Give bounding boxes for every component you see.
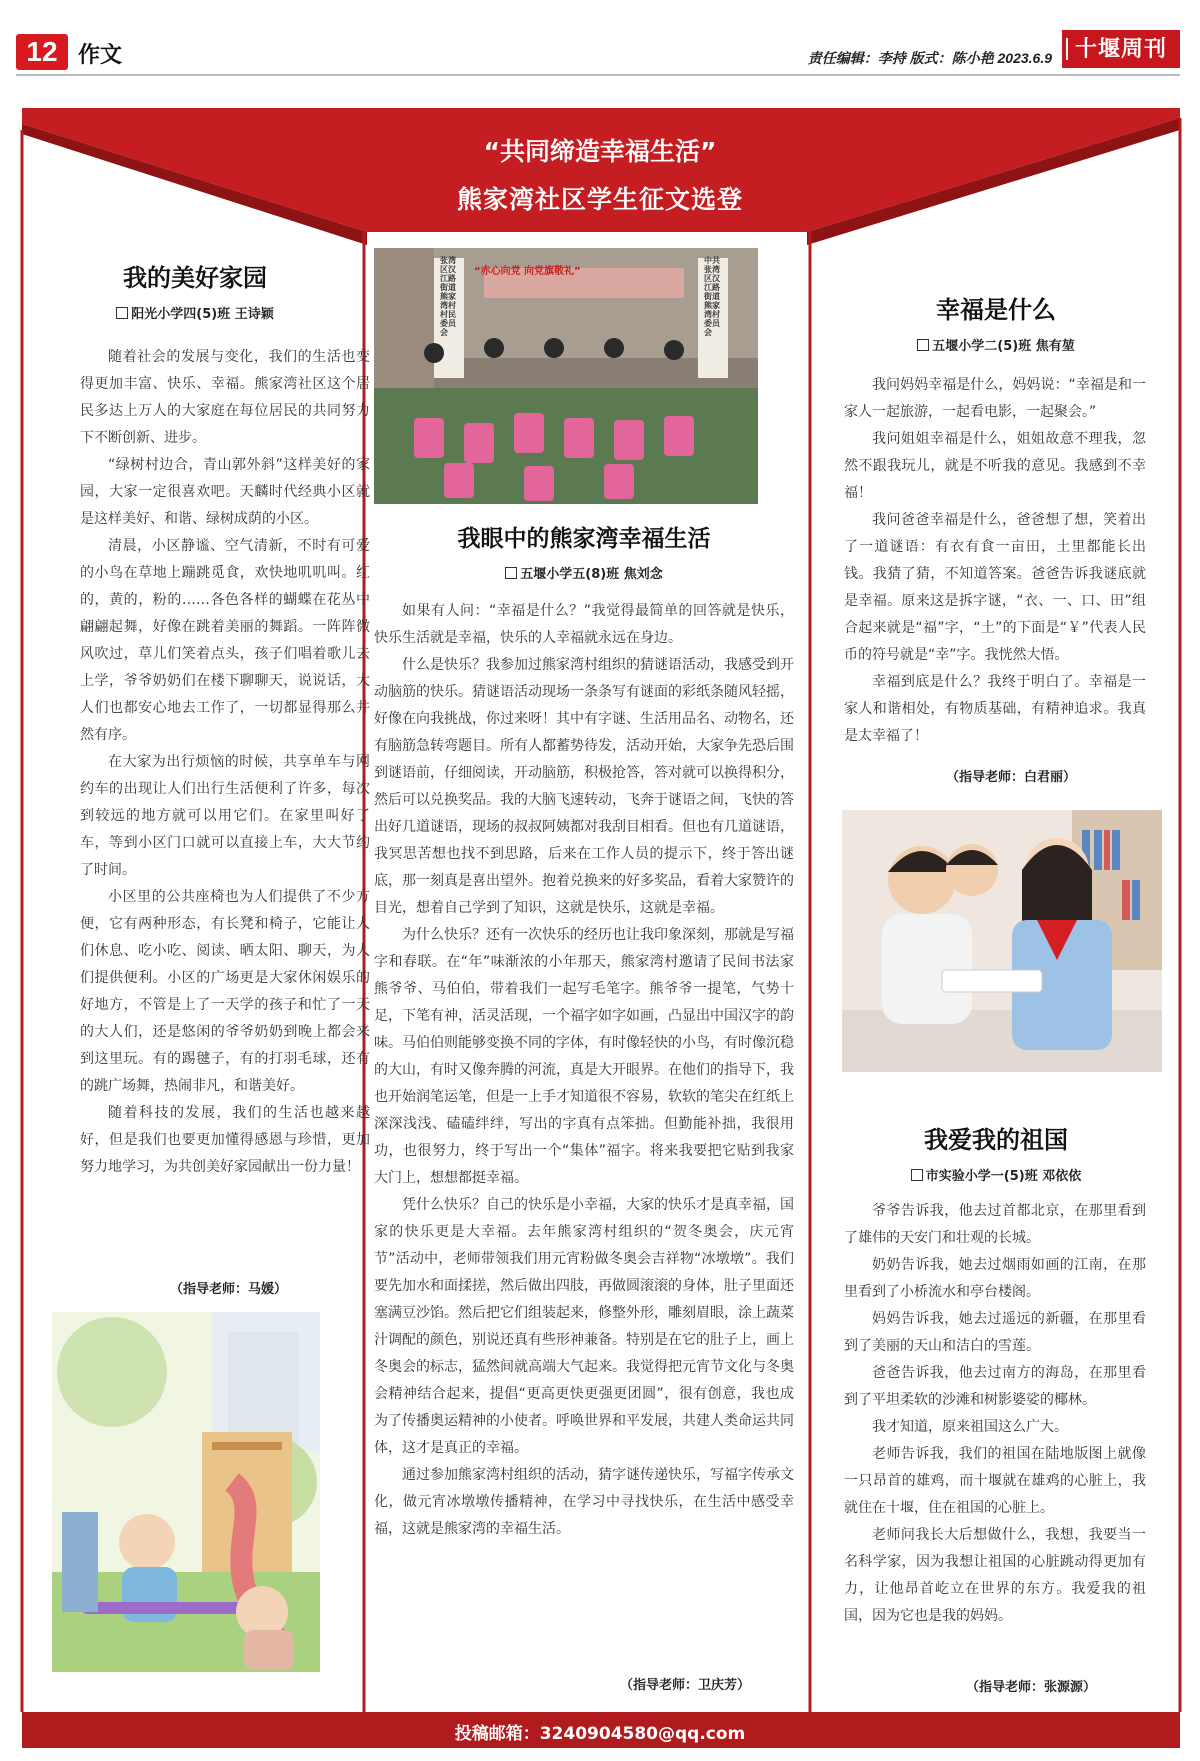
paragraph: 我问爸爸幸福是什么，爸爸想了想，笑着出了一道谜语：有衣有食一亩田，土里都能长出钱。我猜了猜，不知道答案。爸爸告诉我谜底就是幸福。原来这是拆字谜，“衣、一、口、田”组合起来就是“福”字，“土”的下面是“￥”代表人民币的符号就是“幸”字。我恍然大悟。 bbox=[844, 512, 1146, 663]
group-photo bbox=[374, 248, 758, 504]
article-2-title: 我眼中的熊家湾幸福生活 bbox=[457, 525, 711, 552]
banner-title: “共同缔造幸福生活” bbox=[483, 137, 717, 166]
photo-sign-left: 张湾区汉江路街道熊家湾村村民委员会 bbox=[440, 256, 456, 337]
photo-sign-right: 中共张湾区汉江路街道熊家湾村委员会 bbox=[704, 256, 720, 337]
article-1 bbox=[40, 258, 370, 1181]
paragraph: 在大家为出行烦恼的时候，共享单车与网约车的出现让人们出行生活便利了许多，每次到较远的地方就可以用它们。在家里叫好了车，等到小区门口就可以直接上车，大大节约了时间。 bbox=[80, 754, 370, 878]
article-2-body bbox=[374, 598, 794, 1543]
paragraph: 为什么快乐？还有一次快乐的经历也让我印象深刻，那就是写福字和春联。在“年”味渐浓的小年那天，熊家湾村邀请了民间书法家熊爷爷、马伯伯，带着我们一起写毛笔字。熊爷爷一提笔，气势十足，下笔有神，活灵活现，一个福字如字如画，凸显出中国汉字的韵味。马伯伯则能够变换不同的字体，有时像轻快的小鸟，有时像沉稳的大山，有时又像奔腾的河流，真是大开眼界。在他们的指导下，我也开始润笔运笔，但是一上手才知道很不容易，软软的笔尖在红纸上深深浅浅、磕磕绊绊，写出的字真有点笨拙。但勤能补拙，我很用功，也很努力，终于写出一个“集体”福字。将来我要把它贴到我家大门上，想想都挺幸福。 bbox=[374, 927, 794, 1186]
banner-subtitle: 熊家湾社区学生征文选登 bbox=[456, 185, 743, 214]
playground-illustration bbox=[52, 1312, 320, 1672]
article-1-byline bbox=[40, 303, 350, 322]
group-photo-art bbox=[374, 248, 758, 504]
paragraph: 如果有人问：“幸福是什么？”我觉得最简单的回答就是快乐，快乐生活就是幸福，快乐的人幸福就永远在身边。 bbox=[374, 603, 794, 646]
article-1-author: 阳光小学四(5)班 王诗颖 bbox=[131, 307, 274, 322]
paragraph: 爷爷告诉我，他去过首都北京，在那里看到了雄伟的天安门和壮观的长城。 bbox=[844, 1203, 1146, 1246]
article-3-byline bbox=[826, 335, 1166, 354]
paragraph: 奶奶告诉我，她去过烟雨如画的江南，在那里看到了小桥流水和亭台楼阁。 bbox=[844, 1257, 1146, 1300]
paragraph: 我问妈妈幸福是什么，妈妈说：“幸福是和一家人一起旅游，一起看电影，一起聚会。” bbox=[844, 377, 1146, 420]
photo-banner-text: “赤心向党 向党旗敬礼” bbox=[474, 266, 581, 277]
article-2-byline bbox=[374, 563, 794, 582]
reading-photo-art bbox=[842, 810, 1162, 1072]
section-title: 作文 bbox=[78, 43, 123, 68]
submission-email: 投稿邮箱：3240904580@qq.com bbox=[454, 1724, 746, 1744]
article-4-body bbox=[844, 1198, 1146, 1630]
article-1-teacher: （指导老师：马媛） bbox=[170, 1282, 288, 1297]
article-4 bbox=[826, 1120, 1166, 1630]
paragraph: 我问姐姐幸福是什么，姐姐故意不理我，忽然不跟我玩儿，就是不听我的意见。我感到不幸福！ bbox=[844, 431, 1146, 501]
article-2 bbox=[374, 520, 794, 1543]
article-2-teacher: （指导老师：卫庆芳） bbox=[620, 1678, 751, 1693]
masthead-label: 十堰周刊 bbox=[1074, 36, 1167, 62]
article-3-body bbox=[844, 372, 1146, 750]
article-1-title: 我的美好家园 bbox=[123, 263, 267, 292]
article-3-teacher: （指导老师：白君丽） bbox=[946, 770, 1077, 785]
paragraph: 妈妈告诉我，她去过遥远的新疆，在那里看到了美丽的天山和洁白的雪莲。 bbox=[844, 1311, 1146, 1354]
article-4-author: 市实验小学一(5)班 邓依依 bbox=[925, 1169, 1082, 1184]
editor-credits: 责任编辑：李持 版式：陈小艳 2023.6.9 bbox=[807, 50, 1052, 66]
article-2-author: 五堰小学五(8)班 焦刘念 bbox=[520, 567, 663, 582]
reading-photo bbox=[842, 810, 1162, 1072]
paragraph: 什么是快乐？我参加过熊家湾村组织的猜谜语活动，我感受到开动脑筋的快乐。猜谜语活动现场一条条写有谜面的彩纸条随风轻摇，好像在向我挑战，你过来呀！其中有字谜、生活用品名、动物名，还有脑筋急转弯题目。所有人都蓄势待发，活动开始，大家争先恐后围到谜语前，仔细阅读，开动脑筋，积极抢答，答对就可以换得积分，然后可以兑换奖品。我的大脑飞速转动，飞奔于谜语之间，飞快的答出好几道谜语，现场的叔叔阿姨都对我刮目相看。但也有几道谜语，我冥思苦想也找不到思路，后来在工作人员的提示下，终于答出谜底，那一刻真是喜出望外。抱着兑换来的好多奖品，看着大家赞许的目光，想着自己学到了知识，这就是快乐，这就是幸福。 bbox=[374, 657, 794, 916]
article-1-body bbox=[80, 344, 370, 1181]
article-4-teacher: （指导老师：张源源） bbox=[966, 1680, 1097, 1695]
paragraph: 老师告诉我，我们的祖国在陆地版图上就像一只昂首的雄鸡，而十堰就在雄鸡的心脏上，我就住在十堰，住在祖国的心脏上。 bbox=[844, 1446, 1146, 1516]
paragraph: 幸福到底是什么？我终于明白了。幸福是一家人和谐相处，有物质基础，有精神追求。我真是太幸福了！ bbox=[844, 674, 1146, 744]
paragraph: 小区里的公共座椅也为人们提供了不少方便，它有两种形态，有长凳和椅子，它能让人们休息、吃小吃、阅读、晒太阳、聊天，为人们提供便利。小区的广场更是大家休闲娱乐的好地方，不管是上了一天学的孩子和忙了一天的大人们，还是悠闲的爷爷奶奶到晚上都会来到这里玩。有的踢毽子，有的打羽毛球，还有的跳广场舞，热闹非凡，和谐美好。 bbox=[80, 889, 370, 1094]
article-3 bbox=[826, 290, 1166, 750]
paragraph: 爸爸告诉我，他去过南方的海岛，在那里看到了平坦柔软的沙滩和树影婆娑的椰林。 bbox=[844, 1365, 1146, 1408]
paragraph: 随着科技的发展，我们的生活也越来越好，但是我们也要更加懂得感恩与珍惜，更加努力地学习，为共创美好家园献出一份力量！ bbox=[80, 1105, 370, 1175]
paragraph: 老师问我长大后想做什么，我想，我要当一名科学家，因为我想让祖国的心脏跳动得更加有力，让他昂首屹立在世界的东方。我爱我的祖国，因为它也是我的妈妈。 bbox=[844, 1527, 1146, 1624]
paragraph: 我才知道，原来祖国这么广大。 bbox=[872, 1419, 1068, 1435]
paragraph: 通过参加熊家湾村组织的活动，猜字谜传递快乐，写福字传承文化，做元宵冰墩墩传播精神，在学习中寻找快乐，在生活中感受幸福，这就是熊家湾的幸福生活。 bbox=[374, 1467, 794, 1537]
article-3-title: 幸福是什么 bbox=[936, 295, 1056, 324]
paragraph: 清晨，小区静谧、空气清新，不时有可爱的小鸟在草地上蹦跳觅食，欢快地叽叽叫。红的，黄的，粉的……各色各样的蝴蝶在花丛中翩翩起舞，好像在跳着美丽的舞蹈。一阵阵微风吹过，草儿们笑着点头，孩子们唱着歌儿去上学，爷爷奶奶们在楼下聊聊天，说说话，大人们也都安心地去工作了，一切都显得那么井然有序。 bbox=[80, 538, 370, 743]
paragraph: “绿树村边合，青山郭外斜”这样美好的家园，大家一定很喜欢吧。天麟时代经典小区就是这样美好、和谐、绿树成荫的小区。 bbox=[80, 457, 370, 527]
page-number: 12 bbox=[16, 34, 68, 70]
article-3-author: 五堰小学二(5)班 焦有堃 bbox=[932, 339, 1075, 354]
article-4-byline bbox=[826, 1165, 1166, 1184]
paragraph: 凭什么快乐？自己的快乐是小幸福，大家的快乐才是真幸福，国家的快乐更是大幸福。去年熊家湾村组织的“贺冬奥会，庆元宵节”活动中，老师带领我们用元宵粉做冬奥会吉祥物“冰墩墩”。我们要先加水和面揉搓，然后做出四肢，再做圆滚滚的身体，肚子里面还塞满豆沙馅。然后把它们组装起来，修整外形，雕刻眉眼，涂上蔬菜汁调配的颜色，别说还真有些形神兼备。特别是在它的肚子上，画上冬奥会的标志，猛然间就高端大气起来。我觉得把元宵节文化与冬奥会精神结合起来，提倡“更高更快更强更团圆”，很有创意，我也成为了传播奥运精神的小使者。呼唤世界和平发展，共建人类命运共同体，这才是真正的幸福。 bbox=[374, 1197, 794, 1456]
illustration-art bbox=[52, 1312, 320, 1672]
paragraph: 随着社会的发展与变化，我们的生活也变得更加丰富、快乐、幸福。熊家湾社区这个居民多达上万人的大家庭在每位居民的共同努力下不断创新、进步。 bbox=[80, 349, 370, 446]
article-4-title: 我爱我的祖国 bbox=[924, 1125, 1068, 1154]
